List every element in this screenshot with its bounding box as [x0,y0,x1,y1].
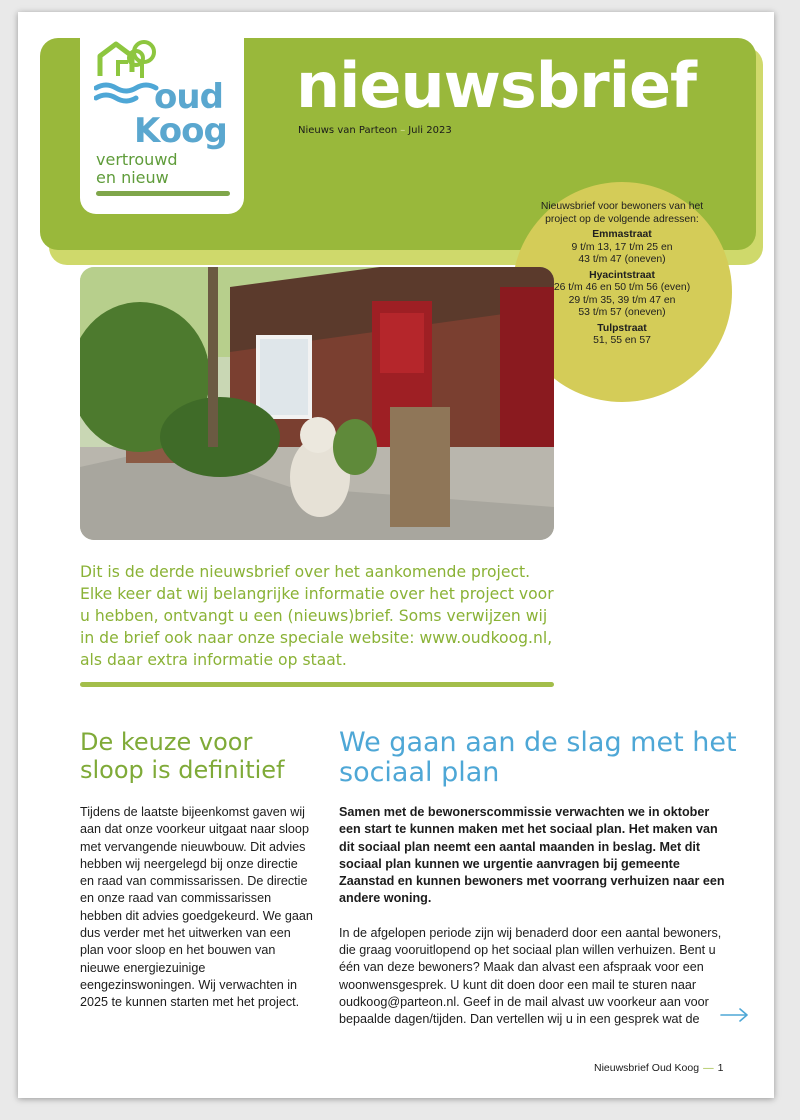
article-right-body [339,804,727,1046]
address-list [528,201,716,348]
intro-paragraph: Dit is de derde nieuwsbrief over het aankomende project. Elke keer dat wij belangrijke informatie over het project voor u hebben, ontvangt u een (nieuws)brief. Soms verwijzen wij in de brief ook naar onze speciale website: www.oudkoog.nl, als daar extra informatie op staat. [80,563,554,669]
logo-word-koog: Koog [134,111,227,151]
street-name: Tulpstraat [597,322,647,334]
street-range: 51, 55 en 57 [593,335,651,346]
footer-label: Nieuwsbrief Oud Koog [594,1062,700,1074]
article-left-heading: De keuze voor sloop is definitief [80,728,285,784]
article-right-lead: Samen met de bewonerscommissie verwachten we in oktober een start te kunnen maken met het sociaal plan. Het maken van dit sociaal plan neemt een aantal maanden in beslag. Met dit sociaal plan kunnen we urgentie aanvragen bij gemeente Zaanstad en kunnen bewoners met voorrang verhuizen naar een andere woning. [339,805,725,906]
page-number: 1 [717,1062,724,1074]
article-right-heading: We gaan aan de slag met het sociaal plan [339,727,737,788]
subline-separator: – [400,125,406,136]
section-divider [80,682,554,687]
street-range: 53 t/m 57 (oneven) [578,307,666,318]
article-left-body: Tijdens de laatste bijeenkomst gaven wij aan dat onze voorkeur uitgaat naar sloop met vervangende nieuwbouw. Dit advies hebben wij neergelegd bij onze directie en raad van commissarissen. De directie en onze raad van commissarissen hebben dit advies goedgekeurd. We gaan dus verder met het uitwerken van een plan voor sloop en het bouwen van nieuwe energiezuinige eengezinswoningen. Wij verwachten in 2025 te kunnen starten met het project. [80,805,313,1010]
logo-rule [96,191,230,196]
logo-tagline-2: en nieuw [96,168,169,187]
page-footer [594,1062,723,1074]
logo-tagline-1: vertrouwd [96,150,178,169]
street-range: 43 t/m 47 (oneven) [578,254,666,265]
street-photo [80,267,554,540]
street-name: Emmastraat [592,229,652,240]
article-right-paragraph: In de afgelopen periode zijn wij benaderd door een aantal bewoners, die graag vooruitlopend op het sociaal plan willen verhuizen. Bent u één van deze bewoners? Maak dan alvast een afspraak voor een woonwensgesprek. U kunt dit doen door een mail te sturen naar oudkoog@parteon.nl. Geef in de mail alvast uw voorkeur aan voor bepaalde dagen/tijden. Dan vertellen wij u in een gesprek wat de [339,925,722,1027]
street-range: 9 t/m 13, 17 t/m 25 en [571,241,673,253]
street-name: Hyacintstraat [589,269,655,281]
address-intro: Nieuwsbrief voor bewoners van het project op de volgende adressen: [540,201,704,225]
header-subline [298,124,452,138]
issue-date: Juli 2023 [408,125,452,136]
logo-word-oud: oud [154,77,223,117]
publisher-label: Nieuws van Parteon [298,125,398,136]
street-range: 29 t/m 35, 39 t/m 47 en [568,294,676,306]
footer-dash: — [703,1062,714,1074]
arrow-right-icon [720,1006,750,1024]
masthead-title: nieuwsbrief [296,49,696,122]
street-range: 26 t/m 46 en 50 t/m 56 (even) [553,282,691,293]
